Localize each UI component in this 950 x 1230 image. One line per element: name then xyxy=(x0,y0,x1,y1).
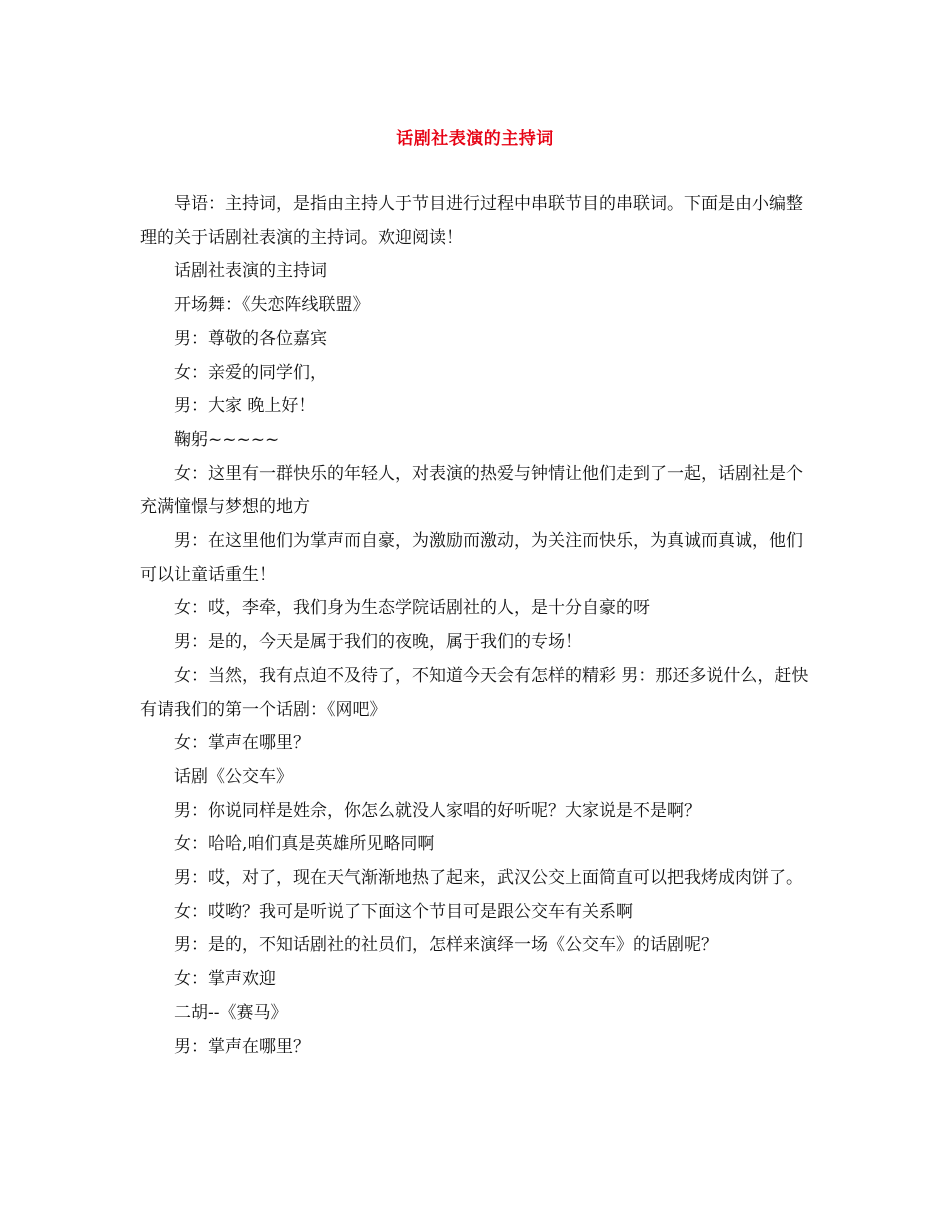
paragraph: 女：哈哈,咱们真是英雄所见略同啊 xyxy=(174,834,435,855)
paragraph: 男：是的，不知话剧社的社员们，怎样来演绎一场《公交车》的话剧呢？ xyxy=(174,935,718,956)
paragraph: 开场舞：《失恋阵线联盟》 xyxy=(174,295,370,316)
paragraph: 男：尊敬的各位嘉宾 xyxy=(174,328,327,349)
paragraph: 女：亲爱的同学们， xyxy=(174,362,327,383)
paragraph: 话剧社表演的主持词 xyxy=(174,261,327,282)
paragraph: 女：哎，李牵，我们身为生态学院话剧社的人，是十分自豪的呀 xyxy=(174,598,650,619)
paragraph: 女：当然，我有点迫不及待了，不知道今天会有怎样的精彩 男：那还多说什么，赶快有请我们的第一个话剧：《网吧》 xyxy=(140,665,809,720)
paragraph: 女：掌声欢迎 xyxy=(174,969,276,990)
paragraph: 话剧《公交车》 xyxy=(174,766,293,787)
paragraph: 二胡--《赛马》 xyxy=(174,1002,288,1023)
paragraph: 男：是的，今天是属于我们的夜晚，属于我们的专场！ xyxy=(174,632,582,653)
paragraph: 导语：主持词，是指由主持人于节目进行过程中串联节目的串联词。下面是由小编整理的关于话剧社表演的主持词。欢迎阅读！ xyxy=(140,194,803,248)
document-body xyxy=(140,188,818,1064)
paragraph: 男：你说同样是姓佘，你怎么就没人家唱的好听呢？大家说是不是啊？ xyxy=(174,800,701,821)
paragraph: 女：这里有一群快乐的年轻人，对表演的热爱与钟情让他们走到了一起，话剧社是个充满憧憬与梦想的地方 xyxy=(140,463,803,518)
paragraph: 男：哎，对了，现在天气渐渐地热了起来，武汉公交上面简直可以把我烤成肉饼了。 xyxy=(174,868,803,889)
paragraph: 男：在这里他们为掌声而自豪，为激励而激动，为关注而快乐，为真诚而真诚，他们可以让童话重生！ xyxy=(140,531,803,585)
document-title: 话剧社表演的主持词 xyxy=(396,129,554,149)
paragraph: 鞠躬~~~~~ xyxy=(174,429,280,450)
paragraph: 女：哎哟？我可是听说了下面这个节目可是跟公交车有关系啊 xyxy=(174,901,633,922)
paragraph: 女：掌声在哪里？ xyxy=(174,733,310,754)
paragraph: 男：掌声在哪里？ xyxy=(174,1036,310,1057)
paragraph: 男：大家 晚上好！ xyxy=(174,396,316,417)
